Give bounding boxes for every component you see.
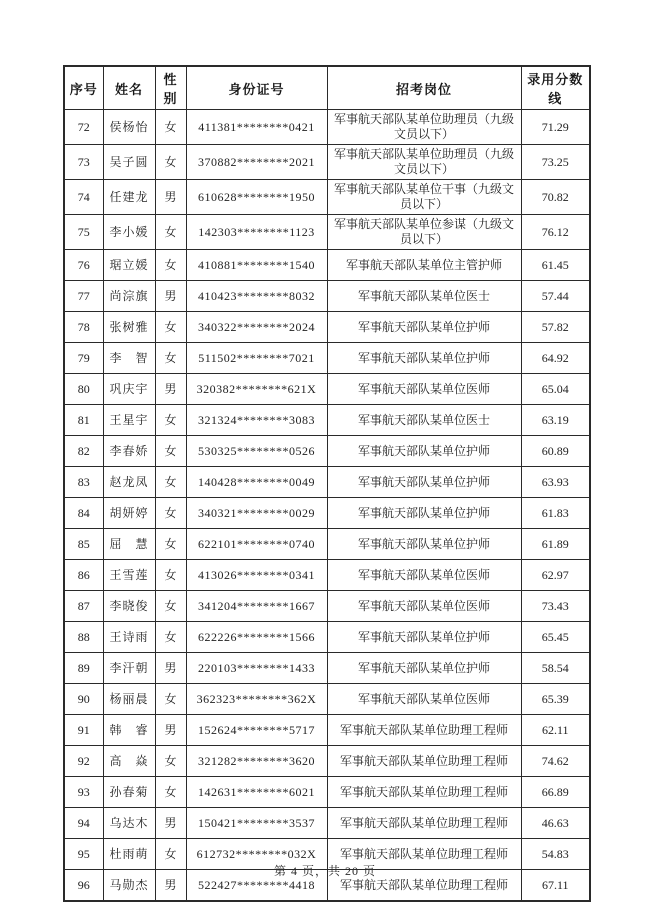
name-cell: 李汗朝 <box>103 653 155 684</box>
score-cell: 61.89 <box>521 529 590 560</box>
id-number-cell: 410423********8032 <box>186 281 327 312</box>
serial-number-cell: 79 <box>64 343 103 374</box>
table-row <box>64 343 590 374</box>
score-cell: 63.93 <box>521 467 590 498</box>
name-cell: 杜雨萌 <box>103 839 155 870</box>
table-row <box>64 684 590 715</box>
serial-number-cell: 95 <box>64 839 103 870</box>
header-position: 招考岗位 <box>327 66 521 110</box>
serial-number-cell: 93 <box>64 777 103 808</box>
table-row <box>64 560 590 591</box>
name-cell: 张树雅 <box>103 312 155 343</box>
serial-number-cell: 91 <box>64 715 103 746</box>
gender-cell: 女 <box>155 312 186 343</box>
id-number-cell: 340322********2024 <box>186 312 327 343</box>
id-number-cell: 341204********1667 <box>186 591 327 622</box>
score-cell: 70.82 <box>521 180 590 215</box>
name-cell: 赵龙凤 <box>103 467 155 498</box>
id-number-cell: 320382********621X <box>186 374 327 405</box>
score-cell: 65.04 <box>521 374 590 405</box>
id-number-cell: 321324********3083 <box>186 405 327 436</box>
position-cell: 军事航天部队某单位助理员（九级文员以下） <box>327 110 521 145</box>
table-row <box>64 746 590 777</box>
score-cell: 62.97 <box>521 560 590 591</box>
name-cell: 屈 慧 <box>103 529 155 560</box>
position-cell: 军事航天部队某单位护师 <box>327 653 521 684</box>
position-cell: 军事航天部队某单位护师 <box>327 343 521 374</box>
name-cell: 马勋杰 <box>103 870 155 902</box>
position-cell: 军事航天部队某单位助理工程师 <box>327 715 521 746</box>
position-cell: 军事航天部队某单位医师 <box>327 560 521 591</box>
id-number-cell: 413026********0341 <box>186 560 327 591</box>
serial-number-cell: 90 <box>64 684 103 715</box>
position-cell: 军事航天部队某单位护师 <box>327 436 521 467</box>
score-cell: 71.29 <box>521 110 590 145</box>
position-cell: 军事航天部队某单位助理工程师 <box>327 808 521 839</box>
position-cell: 军事航天部队某单位助理工程师 <box>327 839 521 870</box>
id-number-cell: 622226********1566 <box>186 622 327 653</box>
gender-cell: 女 <box>155 405 186 436</box>
id-number-cell: 522427********4418 <box>186 870 327 902</box>
gender-cell: 男 <box>155 653 186 684</box>
position-cell: 军事航天部队某单位助理工程师 <box>327 777 521 808</box>
id-number-cell: 150421********3537 <box>186 808 327 839</box>
table-row <box>64 145 590 180</box>
gender-cell: 女 <box>155 436 186 467</box>
table-row <box>64 312 590 343</box>
gender-cell: 女 <box>155 250 186 281</box>
score-cell: 65.39 <box>521 684 590 715</box>
position-cell: 军事航天部队某单位助理工程师 <box>327 746 521 777</box>
name-cell: 王星宇 <box>103 405 155 436</box>
id-number-cell: 340321********0029 <box>186 498 327 529</box>
score-cell: 61.45 <box>521 250 590 281</box>
gender-cell: 女 <box>155 684 186 715</box>
name-cell: 李晓俊 <box>103 591 155 622</box>
score-cell: 58.54 <box>521 653 590 684</box>
serial-number-cell: 87 <box>64 591 103 622</box>
id-number-cell: 410881********1540 <box>186 250 327 281</box>
position-cell: 军事航天部队某单位干事（九级文员以下） <box>327 180 521 215</box>
name-cell: 吴子圆 <box>103 145 155 180</box>
score-cell: 63.19 <box>521 405 590 436</box>
position-cell: 军事航天部队某单位护师 <box>327 622 521 653</box>
table-row <box>64 250 590 281</box>
score-cell: 65.45 <box>521 622 590 653</box>
id-number-cell: 370882********2021 <box>186 145 327 180</box>
score-cell: 57.82 <box>521 312 590 343</box>
name-cell: 胡妍婷 <box>103 498 155 529</box>
name-cell: 任建龙 <box>103 180 155 215</box>
serial-number-cell: 89 <box>64 653 103 684</box>
position-cell: 军事航天部队某单位医师 <box>327 591 521 622</box>
gender-cell: 女 <box>155 529 186 560</box>
gender-cell: 女 <box>155 777 186 808</box>
gender-cell: 女 <box>155 591 186 622</box>
name-cell: 乌达木 <box>103 808 155 839</box>
table-row <box>64 436 590 467</box>
position-cell: 军事航天部队某单位医士 <box>327 281 521 312</box>
serial-number-cell: 72 <box>64 110 103 145</box>
gender-cell: 女 <box>155 498 186 529</box>
table-row <box>64 374 590 405</box>
name-cell: 李小媛 <box>103 215 155 250</box>
table-row <box>64 215 590 250</box>
gender-cell: 男 <box>155 374 186 405</box>
score-cell: 62.11 <box>521 715 590 746</box>
table-row <box>64 467 590 498</box>
table-row <box>64 110 590 145</box>
gender-cell: 女 <box>155 215 186 250</box>
name-cell: 琚立媛 <box>103 250 155 281</box>
id-number-cell: 362323********362X <box>186 684 327 715</box>
gender-cell: 男 <box>155 281 186 312</box>
recruitment-score-table <box>63 65 591 902</box>
gender-cell: 女 <box>155 467 186 498</box>
table-row <box>64 529 590 560</box>
score-cell: 73.43 <box>521 591 590 622</box>
score-cell: 66.89 <box>521 777 590 808</box>
table-row <box>64 808 590 839</box>
score-cell: 54.83 <box>521 839 590 870</box>
serial-number-cell: 83 <box>64 467 103 498</box>
header-score-line: 录用分数线 <box>521 66 590 110</box>
score-cell: 60.89 <box>521 436 590 467</box>
gender-cell: 女 <box>155 622 186 653</box>
serial-number-cell: 81 <box>64 405 103 436</box>
score-cell: 46.63 <box>521 808 590 839</box>
table-body <box>64 110 590 902</box>
id-number-cell: 612732********032X <box>186 839 327 870</box>
position-cell: 军事航天部队某单位护师 <box>327 467 521 498</box>
id-number-cell: 142631********6021 <box>186 777 327 808</box>
table-row <box>64 653 590 684</box>
score-cell: 57.44 <box>521 281 590 312</box>
serial-number-cell: 84 <box>64 498 103 529</box>
score-cell: 61.83 <box>521 498 590 529</box>
position-cell: 军事航天部队某单位护师 <box>327 498 521 529</box>
id-number-cell: 511502********7021 <box>186 343 327 374</box>
table-row <box>64 498 590 529</box>
id-number-cell: 140428********0049 <box>186 467 327 498</box>
score-cell: 76.12 <box>521 215 590 250</box>
serial-number-cell: 82 <box>64 436 103 467</box>
serial-number-cell: 88 <box>64 622 103 653</box>
name-cell: 李 智 <box>103 343 155 374</box>
table-row <box>64 180 590 215</box>
serial-number-cell: 73 <box>64 145 103 180</box>
name-cell: 王雪莲 <box>103 560 155 591</box>
id-number-cell: 220103********1433 <box>186 653 327 684</box>
gender-cell: 女 <box>155 560 186 591</box>
header-name: 姓名 <box>103 66 155 110</box>
name-cell: 巩庆宇 <box>103 374 155 405</box>
name-cell: 王诗雨 <box>103 622 155 653</box>
gender-cell: 女 <box>155 839 186 870</box>
position-cell: 军事航天部队某单位医师 <box>327 684 521 715</box>
position-cell: 军事航天部队某单位主管护师 <box>327 250 521 281</box>
name-cell: 韩 睿 <box>103 715 155 746</box>
gender-cell: 男 <box>155 870 186 902</box>
table-row <box>64 281 590 312</box>
serial-number-cell: 77 <box>64 281 103 312</box>
id-number-cell: 142303********1123 <box>186 215 327 250</box>
id-number-cell: 152624********5717 <box>186 715 327 746</box>
header-gender: 性别 <box>155 66 186 110</box>
position-cell: 军事航天部队某单位医士 <box>327 405 521 436</box>
serial-number-cell: 75 <box>64 215 103 250</box>
table-header-row <box>64 66 590 110</box>
id-number-cell: 321282********3620 <box>186 746 327 777</box>
gender-cell: 女 <box>155 343 186 374</box>
score-cell: 74.62 <box>521 746 590 777</box>
table-row <box>64 405 590 436</box>
position-cell: 军事航天部队某单位护师 <box>327 312 521 343</box>
score-cell: 73.25 <box>521 145 590 180</box>
serial-number-cell: 80 <box>64 374 103 405</box>
score-cell: 64.92 <box>521 343 590 374</box>
name-cell: 尚淙旗 <box>103 281 155 312</box>
id-number-cell: 411381********0421 <box>186 110 327 145</box>
serial-number-cell: 76 <box>64 250 103 281</box>
position-cell: 军事航天部队某单位护师 <box>327 529 521 560</box>
serial-number-cell: 74 <box>64 180 103 215</box>
table-row <box>64 591 590 622</box>
serial-number-cell: 78 <box>64 312 103 343</box>
table-header <box>64 66 590 110</box>
table-row <box>64 777 590 808</box>
serial-number-cell: 94 <box>64 808 103 839</box>
id-number-cell: 530325********0526 <box>186 436 327 467</box>
serial-number-cell: 92 <box>64 746 103 777</box>
name-cell: 杨丽晨 <box>103 684 155 715</box>
name-cell: 高 焱 <box>103 746 155 777</box>
header-id-number: 身份证号 <box>186 66 327 110</box>
gender-cell: 女 <box>155 746 186 777</box>
name-cell: 李春娇 <box>103 436 155 467</box>
table-row <box>64 715 590 746</box>
position-cell: 军事航天部队某单位参谋（九级文员以下） <box>327 215 521 250</box>
id-number-cell: 610628********1950 <box>186 180 327 215</box>
position-cell: 军事航天部队某单位助理员（九级文员以下） <box>327 145 521 180</box>
gender-cell: 男 <box>155 715 186 746</box>
gender-cell: 男 <box>155 808 186 839</box>
id-number-cell: 622101********0740 <box>186 529 327 560</box>
gender-cell: 女 <box>155 145 186 180</box>
serial-number-cell: 96 <box>64 870 103 902</box>
gender-cell: 女 <box>155 110 186 145</box>
serial-number-cell: 86 <box>64 560 103 591</box>
position-cell: 军事航天部队某单位助理工程师 <box>327 870 521 902</box>
header-serial-number: 序号 <box>64 66 103 110</box>
name-cell: 侯杨怡 <box>103 110 155 145</box>
serial-number-cell: 85 <box>64 529 103 560</box>
gender-cell: 男 <box>155 180 186 215</box>
score-cell: 67.11 <box>521 870 590 902</box>
page-number-footer: 第 4 页，共 20 页 <box>273 864 376 878</box>
table-row <box>64 622 590 653</box>
position-cell: 军事航天部队某单位医师 <box>327 374 521 405</box>
name-cell: 孙春菊 <box>103 777 155 808</box>
